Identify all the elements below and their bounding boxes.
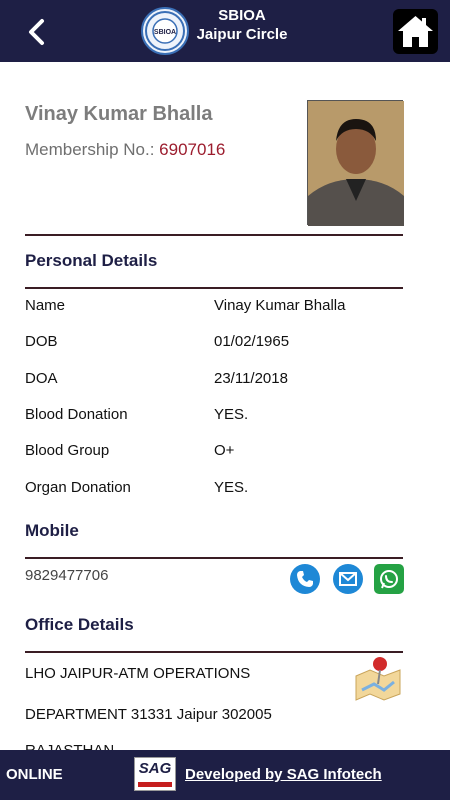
developer-link[interactable]: Developed by SAG Infotech [185,766,382,783]
personal-details-heading: Personal Details [25,251,158,270]
call-button[interactable] [290,564,320,594]
blood-donation-value: YES. [214,406,249,423]
divider [25,651,403,653]
whatsapp-button[interactable] [374,564,404,594]
office-address-line1: LHO JAIPUR-ATM OPERATIONS [25,665,251,682]
member-name: Vinay Kumar Bhalla [25,103,213,125]
member-photo [307,100,403,225]
sbioa-logo [141,7,189,55]
blood-group-value: O+ [214,442,235,459]
sag-logo-bar [138,782,172,787]
divider [25,234,403,236]
online-status: ONLINE [6,766,63,783]
name-value: Vinay Kumar Bhalla [214,297,346,314]
membership-label: Membership No.: [25,140,155,159]
app-header [0,0,450,62]
divider [25,557,403,559]
email-button[interactable] [333,564,363,594]
mobile-heading: Mobile [25,521,79,540]
office-address-line2: DEPARTMENT 31331 Jaipur 302005 [25,706,272,723]
home-button[interactable] [393,9,438,54]
doa-label: DOA [25,370,58,387]
app-title [196,6,288,44]
office-details-heading: Office Details [25,615,134,634]
home-icon [393,9,438,54]
whatsapp-icon [374,564,404,594]
dob-value: 01/02/1965 [214,333,290,350]
logo-text: SBIOA [153,29,177,36]
name-label: Name [25,297,66,314]
organ-donation-value: YES. [214,479,249,496]
organ-donation-label: Organ Donation [25,479,131,496]
back-button[interactable] [22,17,52,47]
sag-logo-text: SAG [138,760,172,777]
blood-donation-label: Blood Donation [25,406,128,423]
divider [25,287,403,289]
dob-label: DOB [25,333,58,350]
doa-value: 23/11/2018 [214,370,288,387]
map-location-button[interactable] [352,654,404,700]
sag-logo [134,757,176,791]
blood-group-label: Blood Group [25,442,110,459]
profile-content[interactable] [0,62,450,750]
map-pin-icon [352,654,404,700]
phone-icon [290,564,320,594]
mobile-number: 9829477706 [25,567,109,584]
app-footer [0,750,450,800]
membership-number [25,140,225,160]
app-title-line2: Jaipur Circle [196,26,288,43]
mail-icon [333,564,363,594]
app-title-line1: SBIOA [218,7,266,24]
back-arrow-icon [22,17,52,47]
membership-value: 6907016 [159,140,226,159]
